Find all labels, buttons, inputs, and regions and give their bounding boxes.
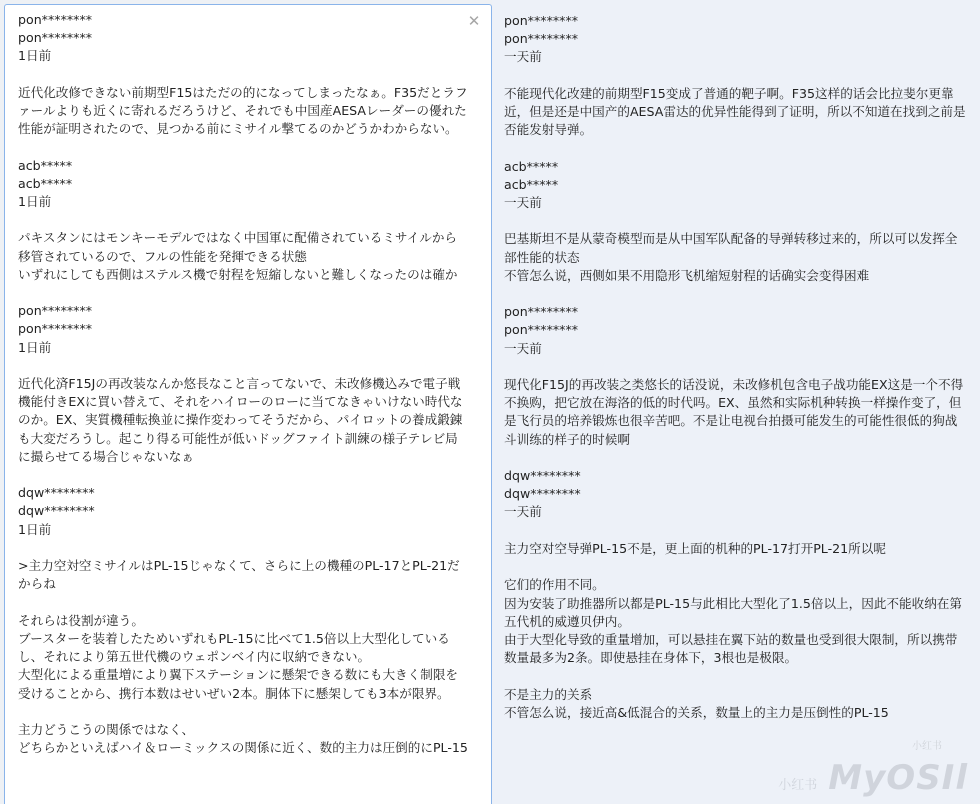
source-textarea[interactable]: pon******** pon******** 1日前 近代化改修できない前期型F15はただの的になってしまったなぁ。F35だとラファールよりも近くに寄れるだろうけど、それでも中国産AESAレーダーの優れた性能が証明されたので、見つかる前にミサイル撃てるのかどうかわからない。 acb***** acb***** 1日前 パキスタンにはモンキーモデルではなく中国軍に配備されているミサイルから移管されているので、フルの性能を発揮できる状態 いずれにしても西側はステルス機で射程を短縮しないと難しくなったのは確か pon******** pon******** 1日前 近代化済F15Jの再改装なんか悠長なこと言ってないで、未改修機込みで電子戦機能付きEXに買い替えて、それをハイローのローに当てなきゃいけない時代なのか。EX、実質機種転換並に操作変わってそうだから、パイロットの養成鍛錬も大変だろうし。起こり得る可能性が低いドッグファイト訓練の様子テレビ局に撮らせてる場合じゃないなぁ dqw******** dqw******** 1日前 >主力空対空ミサイルはPL-15じゃなくて、さらに上の機種のPL-17とPL-21だからね それらは役割が違う。 ブースターを装着したためいずれもPL-15に比べて1.5倍以上大型化しているし、それにより第五世代機のウェポンベイ内に収納できない。 大型化による重量増により翼下ステーションに懸架できる数にも大きく制限を受けることから、携行本数はせいぜい2本。胴体下に懸架しても3本が限界。 主力どうこうの関係ではなく、 どちらかといえばハイ＆ローミックスの関係に近く、数的主力は圧倒的にPL-15 bbox=[18, 12, 468, 756]
watermark bbox=[778, 758, 968, 798]
watermark-logo: MyOSIl bbox=[828, 758, 968, 798]
source-text-pane[interactable] bbox=[4, 4, 492, 804]
close-icon: ✕ bbox=[467, 12, 481, 30]
watermark-badge: 小红书 bbox=[912, 741, 942, 752]
watermark-app-text: 小红书 bbox=[778, 778, 818, 793]
translation-pane bbox=[492, 0, 980, 804]
clear-button[interactable] bbox=[465, 12, 483, 30]
translation-text: pon******** pon******** 一天前 不能现代化改建的前期型F15变成了普通的靶子啊。F35这样的话会比拉斐尔更靠近，但是还是中国产的AESA雷达的优异性能得到了证明，所以不知道在找到之前是否能发射导弹。 acb***** acb***** 一天前 巴基斯坦不是从蒙奇模型而是从中国军队配备的导弹转移过来的，所以可以发挥全部性能的状态 不管怎么说，西侧如果不用隐形飞机缩短射程的话确实会变得困难 pon******** pon******** 一天前 现代化F15J的再改装之类悠长的话没说，未改修机包含电子战功能EX这是一个不得不换购，把它放在海洛的低的时代吗。EX、虽然和实际机种转换一样操作变了，但是飞行员的培养锻炼也很辛苦吧。不是让电视台拍摄可能发生的可能性很低的狗战斗训练的样子的时候啊 dqw******** dqw******** 一天前 主力空对空导弹PL-15不是，更上面的机种的PL-17打开PL-21所以呢 它们的作用不同。 因为安装了助推器所以都是PL-15与此相比大型化了1.5倍以上，因此不能收纳在第五代机的威遵贝伊内。 由于大型化导致的重量增加，可以悬挂在翼下站的数量也受到很大限制，所以携带数量最多为2条。即使悬挂在身体下，3根也是极限。 不是主力的关系 不管怎么说，接近高&低混合的关系，数量上的主力是压倒性的PL-15 bbox=[504, 13, 966, 720]
